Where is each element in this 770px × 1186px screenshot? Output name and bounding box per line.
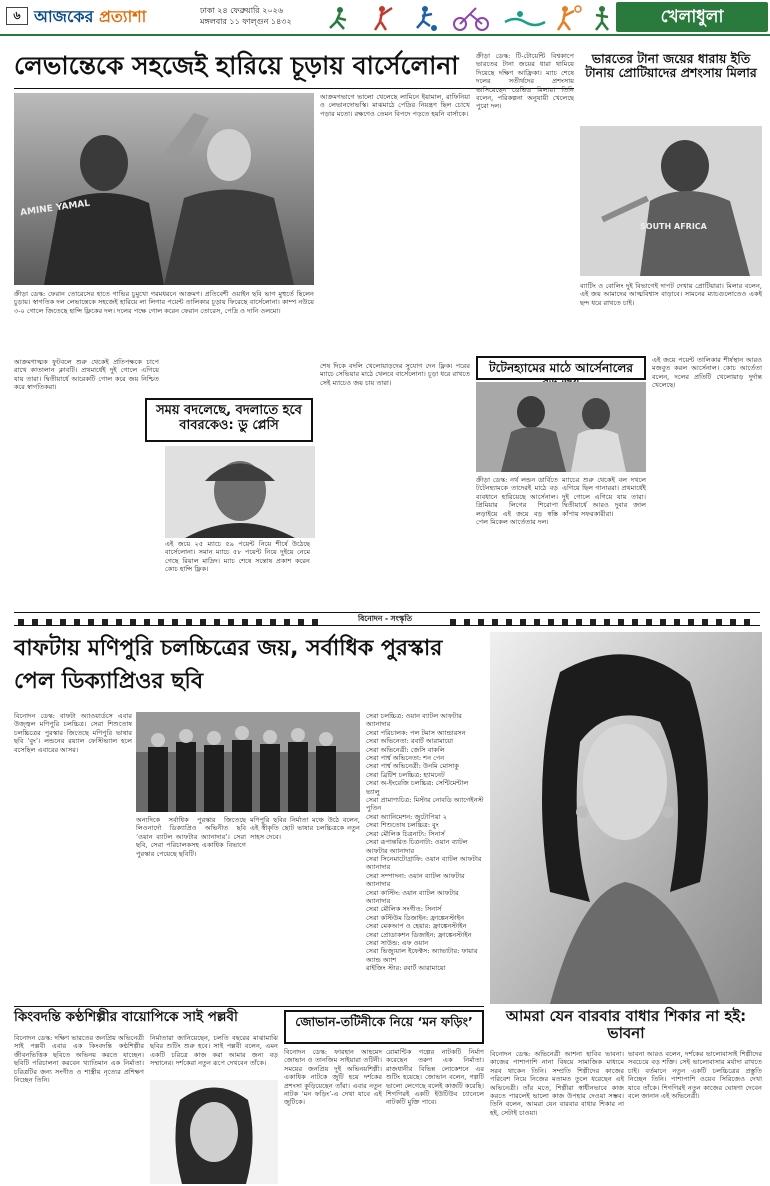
paper-name-b: প্রত্যাশা: [98, 7, 147, 26]
tennis-icon: [558, 6, 581, 30]
bafta-award-list: সেরা চলচ্চিত্র: ওয়ান ব্যাটল আফটার অ্যানাদার সেরা পরিচালক: পল টমাস অ্যান্ডারসন সেরা অভিনেতা: রবার্ট আরামায়ো সেরা অভিনেত্রী: জেসি বাকলি সেরা পার্শ্ব অভিনেতা: শন পেন সেরা পার্শ্ব অভিনেত্রী: উনমি মোসাকু সেরা ব্রিটিশ চলচ্চিত্র: হ্যামনেট সেরা অ-ইংরেজি চলচ্চিত্র: সেন্টিমেন্টাল ভ্যালু সেরা প্রামাণ্যচিত্র: মিস্টার নোবডি অ্যাগেইনস্ট পুতিন সেরা অ্যানিমেশন: জুটোপিয়া ২ সেরা শিশুতোষ চলচ্চিত্র: বুং সেরা মৌলিক চিত্রনাট্য: সিনার্স সেরা রূপান্তরিত চিত্রনাট্য: ওয়ান ব্যাটল আফটার অ্যানাদার সেরা সিনেমাটোগ্রাফি: ওয়ান ব্যাটল আফটার অ্যানাদার সেরা সম্পাদনা: ওয়ান ব্যাটল আফটার অ্যানাদার সেরা কাস্টিং: ওয়ান ব্যাটল আফটার অ্যানাদার সেরা মৌলিক সংগীত: সিনার্স সেরা কস্টিউম ডিজাইন: ফ্রাঙ্কেনস্টাইন সেরা মেকআপ ও হেয়ার: ফ্রাঙ্কেনস্টাইন সেরা প্রোডাকশন ডিজাইন: ফ্রাঙ্কেনস্টাইন সেরা সাউন্ড: এফ ওয়ান সেরা ভিজ্যুয়াল ইফেক্টস: অ্যাভাটার: ফায়ার অ্যান্ড অ্যাশ রাইজিং স্টার: রবার্ট আরামায়ো: [366, 712, 484, 973]
barca-body-3: এই জয়ে ২৫ ম্যাচে ৫৯ পয়েন্ট নিয়ে শীর্ষে উঠেছে বার্সেলোনা। সমান ম্যাচে ৫৮ পয়েন্ট নিয়ে দুইয়ে নেমে গেছে রিয়াল মাদ্রিদ। ম্যাচ শেষে সন্তোষ প্রকাশ করেন কোচ হান্সি ফ্লিক।: [165, 540, 310, 574]
india-body-2: ব্যাটিং ও বোলিং দুই বিভাগেই দাপট দেখায় প্রোটিয়ারা। মিলার বলেন, এই জয় আমাদের আত্মবিশ্বাস বাড়াবে। সামনের ম্যাচগুলোতেও একই ছন্দ ধরে রাখতে চাই।: [580, 282, 762, 307]
sai-photo: [150, 1080, 278, 1184]
arsenal-headline: টটেনহ্যামের মাঠে আর্সেনালের: [476, 356, 646, 380]
sai-headline: কিংবদন্তি কণ্ঠশিল্পীর বায়োপিকে সাই পল্লবী: [14, 1009, 238, 1025]
jovan-body-1: বিনোদন ডেস্ক: ফারহান আহমেদ জোভান ও তানজিম সাইয়ারা তটিনী। সময়ের জনপ্রিয় দুই অভিনয়শিল্পী। একাধিক নাটকে জুটি হয়ে দর্শকের প্রশংসা কুড়িয়েছেন তাঁরা। এবার নতুন নাটক ‘মন ফড়িং’-এ দেখা যাবে এই জুটিকে।: [284, 1048, 382, 1107]
sai-body-2: নির্মাতারা জানিয়েছেন, চলতি বছরের মাঝামাঝি ছবির শুটিং শুরু হবে। সাই পল্লবী বলেন, এমন একটি চরিত্রে কাজ করা আমার জন্য বড় সম্মানের। দর্শকেরা নতুন রূপে দেখবেন তাঁকে।: [150, 1034, 278, 1068]
paper-name-a: আজকের: [34, 7, 99, 26]
barca-body-5: শেষ দিকে বদলি খেলোয়াড়দের সুযোগ দেন ফ্লিক। পরের ম্যাচে সেভিয়ার মাঠে খেলবে বার্সেলোনা। চূড়া ধরে রাখতে সেই ম্যাচেও জয় চায় তারা।: [320, 362, 470, 387]
kit-text: SOUTH AFRICA: [640, 222, 707, 231]
sports-silhouettes-banner: [320, 2, 620, 32]
babar-headline: সময় বদলেছে, বদলাতে হবে বাবরকেও: ডু প্লেসি: [145, 398, 313, 442]
dateline: [200, 5, 320, 27]
arsenal-body-3: এই জয়ে পয়েন্ট তালিকার শীর্ষস্থান আরও মজবুত করল আর্সেনাল। কোচ আর্তেতা বলেন, দলের প্রতিটি খেলোয়াড় দুর্দান্ত খেলেছে।: [652, 356, 762, 390]
arsenal-photo: [476, 382, 646, 472]
date-gregorian: ঢাকা ২৪ ফেব্রুয়ারি ২০২৬: [200, 6, 284, 15]
barca-headline: লেভান্তেকে সহজেই হারিয়ে চূড়ায় বার্সেলোনা: [14, 51, 459, 80]
runner-icon: [330, 7, 346, 29]
barca-body-4: আক্রমণভাগে ভালো খেলেছে লামিনে ইয়ামাল, রাফিনিয়া ও লেভানদোভস্কি। মাঝমাঠে পেদ্রির নিয়ন্ত্রণ ছিল চোখে পড়ার মতো। রক্ষণেও তেমন বিপদে পড়তে হয়নি বার্সাকে।: [320, 93, 470, 118]
bafta-body-3: মণিপুরি ছবির নির্মাতা মঞ্চে উঠে বলেন, এই স্বীকৃতি ছোট ভাষার চলচ্চিত্রকে নতুন সাহস দেবে।: [250, 816, 360, 841]
cyclist-icon: [454, 8, 488, 30]
sai-body-1: বিনোদন ডেস্ক: দক্ষিণ ভারতের জনপ্রিয় অভিনেত্রী সাই পল্লবী এবার এক কিংবদন্তি কণ্ঠশিল্পীর জীবনভিত্তিক ছবিতে অভিনয় করতে যাচ্ছেন। ছবিটি পরিচালনা করবেন খ্যাতিমান এক নির্মাতা। চরিত্রটির জন্য সংগীত ও শাস্ত্রীয় নৃত্যের প্রশিক্ষণ নিচ্ছেন তিনি।: [14, 1034, 144, 1085]
entertainment-strip-label: বিনোদন - সংস্কৃতি: [330, 613, 440, 625]
jovan-headline: জোভান-তটিনীকে নিয়ে ‘মন ফড়িং’: [284, 1010, 484, 1044]
bhabna-body-2: ভাবনা আরও বলেন, দর্শকের ভালোবাসাই শিল্পীদের সবচেয়ে বড় শক্তি। সেই ভালোবাসার মর্যাদা রাখতে চাই। বর্তমানে নতুন একটি চলচ্চিত্রের প্রস্তুতি নিচ্ছেন তিনি। পাশাপাশি ওয়েব সিরিজেও দেখা যাবে তাঁকে। শিগগিরই নতুন কাজের ঘোষণা দেবেন বলে জানান এই অভিনেত্রী।: [628, 1050, 762, 1101]
babar-photo: [165, 446, 315, 538]
arsenal-body-2: ম্যাচের শুরু থেকেই বল দখলে এগিয়ে ছিল গানাররা। প্রথমার্ধেই দুই গোলে এগিয়ে যায় তারা। দ্বিতীয়ার্ধে আরও দুবার জাল কাঁপায় সফরকারীরা।: [562, 476, 646, 518]
bafta-body-1: বিনোদন ডেস্ক: বাফটা অ্যাওয়ার্ডসে এবার উজ্জ্বল মণিপুরি চলচ্চিত্র। সেরা শিশুতোষ চলচ্চিত্রের পুরস্কার জিতেছে মণিপুরি ভাষার ছবি ‘বুং’। লন্ডনের রয়্যাল ফেস্টিভ্যাল হলে বসেছিল এবারের আসর।: [14, 712, 132, 754]
footballer-icon: [417, 6, 437, 31]
date-bangla: মঙ্গলবার ১১ ফাল্গুন ১৪৩২: [200, 17, 292, 26]
bafta-photo: [136, 712, 360, 812]
jovan-body-2: রোমান্টিক গল্পের নাটকটি নির্মাণ করেছেন তরুণ এক নির্মাতা। রাজধানীর বিভিন্ন লোকেশনে এর শুটিং হয়েছে। জোভান বলেন, গল্পটি ভালো লেগেছে বলেই কাজটি করেছি। শিগগিরই একটি ইউটিউব চ্যানেলে নাটকটি মুক্তি পাবে।: [386, 1048, 484, 1107]
barca-photo: [14, 93, 314, 285]
bhabna-photo: [490, 632, 762, 1004]
paper-name: [34, 4, 146, 31]
arsenal-body-1: ক্রীড়া ডেস্ক: নর্থ লন্ডন ডার্বিতে টটেনহ্যামকে তাদেরই মাঠে বড় ব্যবধানে হারিয়েছে আর্সেনাল। প্রিমিয়ার লিগের শিরোপা লড়াইয়ে এই জয়ে বড় স্বস্তি পেল মিকেল আর্তেতার দল।: [476, 476, 558, 527]
barca-body-1: ক্রীড়া ডেস্ক: ফেরান তোরেসের হাতে গাভির চুমুখো গরমধরনে আক্রমণ। প্রতিবেশী ওয়াইন ছবি ভাগ মুহুর্তে ছিলেন চুড়ায়। স্বাগতিক দল লেভান্তেকে সহজেই হারিয়ে লা লিগার পয়েন্ট তালিকার চূড়ায় ফিরেছে বার্সেলোনা। কাম্প নউয়ে ৩-০ গোলে জিতেছে হান্সি ফ্লিকের দল। দলের পক্ষে গোল করেন ফেরান তোরেস, পেদ্রি ও দানি ওলমো।: [14, 290, 314, 315]
india-photo: [580, 126, 762, 276]
swimmer-icon: [505, 11, 545, 25]
bhabna-headline: আমরা যেন বারবার বাধার শিকার না হই: ভাবনা: [505, 1007, 747, 1043]
bafta-body-2: অন্যদিকে সর্বাধিক পুরস্কার জিতেছে লিওনার্দো ডিক্যাপ্রিও অভিনীত ছবি ‘ওয়ান ব্যাটল আফটার অ্যানাদার’। সেরা ছবি, সেরা পরিচালকসহ একাধিক বিভাগে পুরস্কার পেয়েছে ছবিটি।: [136, 816, 246, 858]
page-number: ৬: [6, 7, 28, 25]
jersey-name: AMINE YAMAL: [19, 198, 91, 219]
divider: [14, 1006, 484, 1007]
india-headline: ভারতের টানা জয়ের ধারায় ইতি টানায় প্রোটিয়াদের প্রশংসায় মিলার: [585, 51, 757, 81]
barca-body-2: আক্রমণাত্মক ফুটবলে শুরু থেকেই প্রতিপক্ষকে চাপে রাখে কাতালান ক্লাবটি। প্রথমার্ধেই দুই গোলে এগিয়ে যায় তারা। দ্বিতীয়ার্ধে আরেকটি গোল করে জয় নিশ্চিত করে স্বাগতিকরা।: [14, 358, 159, 392]
india-body-1: ক্রীড়া ডেস্ক: টি-টোয়েন্টি বিশ্বকাপে ভারতের টানা জয়ের ধারা থামিয়ে দিয়েছে দক্ষিণ আফ্রিকা। ম্যাচ শেষে দলের সতীর্থদের প্রশংসায় ভাসিয়েছেন ডেভিড মিলার। তিনি বলেন, পরিকল্পনা অনুযায়ী খেলেছে পুরো দল।: [476, 52, 574, 111]
cricketer-icon: [375, 6, 392, 30]
bafta-headline: বাফটায় মণিপুরি চলচ্চিত্রের জয়, সর্বাধিক পুরস্কার পেল ডিক্যাপ্রিওর ছবি: [14, 636, 443, 694]
bhabna-body-1: বিনোদন ডেস্ক: অভিনেত্রী আশনা হাবিব ভাবনা। কাজের পাশাপাশি নানা বিষয়ে সামাজিক মাধ্যমে সরব থাকেন তিনি। সম্প্রতি শিল্পীদের কাজের পরিবেশ নিয়ে নিজের মতামত তুলে ধরেছেন এই অভিনেত্রী। তাঁর মতে, শিল্পীরা স্বাধীনভাবে কাজ করতে পারলেই ভালো কাজ উপহার দেওয়া সম্ভব। তিনি বলেন, আমরা যেন বারবার বাধার শিকার না হই, সেটাই চাওয়া।: [490, 1050, 624, 1117]
section-label: খেলাধুলা: [616, 2, 768, 32]
dancer-icon: [596, 6, 608, 30]
